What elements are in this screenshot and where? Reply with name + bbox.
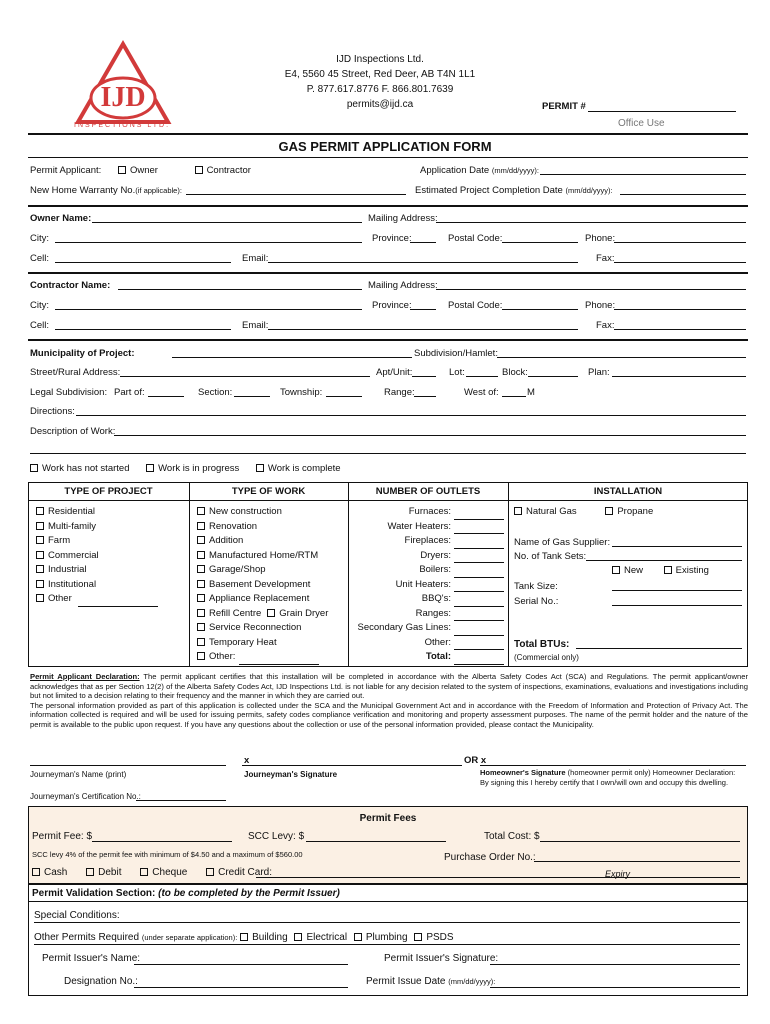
natural-gas-checkbox[interactable] <box>514 507 522 515</box>
expiry-label: Expiry <box>605 869 631 879</box>
designation-field[interactable] <box>134 987 348 988</box>
work-manufactured-home-rtm-item <box>197 549 328 564</box>
outlet-furnaces-field[interactable] <box>454 510 504 520</box>
new-checkbox[interactable] <box>612 566 620 574</box>
owner-label: Owner <box>129 165 158 176</box>
work-manufactured-home-rtm-label: Manufactured Home/RTM <box>209 549 319 561</box>
apt-field[interactable] <box>412 376 436 377</box>
form-title: GAS PERMIT APPLICATION FORM <box>278 139 492 154</box>
designation-label: Designation No.: <box>64 976 138 987</box>
electrical-label: Electrical <box>306 932 348 943</box>
propane-label: Propane <box>617 506 654 517</box>
outlet-dryers-label: Dryers: <box>420 549 451 561</box>
project-commercial-checkbox[interactable] <box>36 551 44 559</box>
legal-subdivision-label: Legal Subdivision: <box>30 387 108 398</box>
permit-applicant-label: Permit Applicant: <box>30 165 102 176</box>
commercial-only-note: (Commercial only) <box>514 653 579 662</box>
in-progress-label: Work is in progress <box>158 463 240 474</box>
project-farm-item <box>36 534 158 549</box>
owner-name-field[interactable] <box>92 222 362 223</box>
directions-field[interactable] <box>76 415 746 416</box>
owner-fax-field[interactable] <box>614 262 746 263</box>
outlet-total-label: Total: <box>425 651 451 662</box>
credit-card-label: Credit Card: <box>218 867 272 878</box>
declaration-title: Permit Applicant Declaration: <box>30 672 140 681</box>
street-label: Street/Rural Address: <box>30 367 121 378</box>
work-service-reconnection-label: Service Reconnection <box>209 622 302 633</box>
owner-phone-field[interactable] <box>614 242 746 243</box>
in-progress-checkbox[interactable] <box>146 464 154 472</box>
work-addition-label: Addition <box>209 535 244 546</box>
permit-fees-title: Permit Fees <box>359 813 417 824</box>
cash-label: Cash <box>44 867 68 878</box>
owner-mailing-field[interactable] <box>436 222 746 223</box>
contractor-name-label: Contractor Name: <box>30 280 111 291</box>
owner-province-field[interactable] <box>410 242 436 243</box>
contractor-name-field[interactable] <box>118 289 362 290</box>
contractor-fax-label: Fax: <box>596 320 615 331</box>
contractor-fax-field[interactable] <box>614 329 746 330</box>
contractor-city-field[interactable] <box>55 309 362 310</box>
contractor-province-field[interactable] <box>410 309 436 310</box>
street-field[interactable] <box>120 376 370 377</box>
contractor-label: Contractor <box>206 165 251 176</box>
contractor-email-label: Email: <box>242 320 269 331</box>
contractor-cell-field[interactable] <box>55 329 231 330</box>
contractor-checkbox[interactable] <box>195 166 203 174</box>
project-multi-family-label: Multi-family <box>48 520 97 532</box>
work-type-list <box>197 505 328 665</box>
outlet-unit-heaters-row <box>352 578 504 593</box>
project-other-field[interactable] <box>78 597 158 607</box>
work-basement-development-item <box>197 578 328 593</box>
part-of-label: Part of: <box>114 387 145 398</box>
type-of-work-header: TYPE OF WORK <box>231 486 306 497</box>
journeyman-x: x <box>244 755 250 766</box>
project-multi-family-item <box>36 520 158 535</box>
work-appliance-replacement-label: Appliance Replacement <box>209 593 310 604</box>
project-commercial-label: Commercial <box>48 549 99 561</box>
work-refill-centre-checkbox[interactable] <box>197 609 205 617</box>
number-of-outlets-header: NUMBER OF OUTLETS <box>375 486 481 497</box>
work-new-construction-label: New construction <box>209 506 282 517</box>
outlet-fireplaces-row <box>352 534 504 549</box>
project-institutional-label: Institutional <box>48 578 97 590</box>
tank-size-label: Tank Size: <box>514 581 558 592</box>
contractor-mailing-label: Mailing Address: <box>368 280 438 291</box>
plan-field[interactable] <box>612 376 746 377</box>
cert-no-label: Journeyman's Certification No.: <box>30 792 141 801</box>
issue-date-label: Permit Issue Date <box>366 976 446 987</box>
homeowner-signature-field[interactable] <box>480 765 746 766</box>
work-basement-development-label: Basement Development <box>209 578 311 590</box>
company-email: permits@ijd.ca <box>346 99 414 110</box>
work-renovation-checkbox[interactable] <box>197 522 205 530</box>
credit-card-field[interactable] <box>256 877 740 878</box>
complete-checkbox[interactable] <box>256 464 264 472</box>
outlet-total-row <box>352 650 504 665</box>
owner-postal-field[interactable] <box>502 242 578 243</box>
project-industrial-item <box>36 563 158 578</box>
outlet-other-row <box>352 636 504 651</box>
outlet-furnaces-row <box>352 505 504 520</box>
project-other-item <box>36 592 158 607</box>
logo-subtitle: INSPECTIONS LTD. <box>74 122 171 129</box>
project-industrial-checkbox[interactable] <box>36 565 44 573</box>
psds-checkbox[interactable] <box>414 933 422 941</box>
municipality-field[interactable] <box>172 357 412 358</box>
company-name: IJD Inspections Ltd. <box>336 54 424 65</box>
issuer-signature-field[interactable] <box>490 964 740 965</box>
homeowner-signature-label: Homeowner's Signature <box>480 768 566 777</box>
special-conditions-field[interactable] <box>34 922 740 923</box>
contractor-mailing-field[interactable] <box>436 289 746 290</box>
owner-province-label: Province: <box>372 233 412 244</box>
completion-date-format: (mm/dd/yyyy): <box>565 186 613 195</box>
owner-name-label: Owner Name: <box>30 213 92 224</box>
completion-date-label: Estimated Project Completion Date <box>415 185 563 196</box>
owner-city-label: City: <box>30 233 49 244</box>
project-institutional-checkbox[interactable] <box>36 580 44 588</box>
complete-label: Work is complete <box>267 463 341 474</box>
building-label: Building <box>252 932 288 943</box>
not-started-label: Work has not started <box>42 463 130 474</box>
work-grain-dryer-checkbox[interactable] <box>267 609 275 617</box>
tank-sets-field[interactable] <box>586 560 742 561</box>
debit-checkbox[interactable] <box>86 868 94 876</box>
propane-checkbox[interactable] <box>605 507 613 515</box>
project-other-checkbox[interactable] <box>36 594 44 602</box>
outlet-secondary-gas-lines-label: Secondary Gas Lines: <box>357 622 451 633</box>
work-garage-shop-label: Garage/Shop <box>209 564 266 575</box>
warranty-label: New Home Warranty No. <box>30 185 136 196</box>
permit-fee-field[interactable] <box>92 841 232 842</box>
logo-text: IJD <box>100 82 146 113</box>
total-cost-field[interactable] <box>540 841 740 842</box>
outlets-list <box>352 505 504 665</box>
electrical-checkbox[interactable] <box>294 933 302 941</box>
contractor-postal-label: Postal Code: <box>448 300 503 311</box>
project-farm-label: Farm <box>48 535 71 546</box>
contractor-province-label: Province: <box>372 300 412 311</box>
project-farm-checkbox[interactable] <box>36 536 44 544</box>
outlet-fireplaces-field[interactable] <box>454 539 504 549</box>
contractor-email-field[interactable] <box>268 329 578 330</box>
section-field[interactable] <box>234 396 270 397</box>
description-field-2[interactable] <box>30 453 746 454</box>
range-field[interactable] <box>414 396 436 397</box>
scc-levy-label: SCC Levy: $ <box>248 831 305 842</box>
contractor-city-label: City: <box>30 300 49 311</box>
privacy-text: The personal information provided as part of this application is collected under the SCA and the Municipal Government Act and in accordance with the Freedom of Information and Protection of Privacy Act. The information collected is required and will be used for issuing permits, safety codes compliance verification and monitoring and property assessment purposes. The name of the permit holder and the nature of the permit is available to the public upon request. If you have any questions about the collection or use of the personal information provided, please contact the Municipality. <box>30 700 748 729</box>
work-addition-item <box>197 534 328 549</box>
permit-fee-label: Permit Fee: $ <box>32 831 93 842</box>
plumbing-label: Plumbing <box>365 932 408 943</box>
existing-label: Existing <box>675 565 709 576</box>
work-new-construction-checkbox[interactable] <box>197 507 205 515</box>
work-basement-development-checkbox[interactable] <box>197 580 205 588</box>
work-addition-checkbox[interactable] <box>197 536 205 544</box>
debit-label: Debit <box>98 867 122 878</box>
owner-mailing-label: Mailing Address: <box>368 213 438 224</box>
owner-postal-label: Postal Code: <box>448 233 503 244</box>
contractor-phone-label: Phone: <box>585 300 616 311</box>
outlet-bbq-s-field[interactable] <box>454 597 504 607</box>
new-label: New <box>624 565 644 576</box>
credit-card-checkbox[interactable] <box>206 868 214 876</box>
owner-cell-field[interactable] <box>55 262 231 263</box>
total-btus-field[interactable] <box>576 648 742 649</box>
journeyman-name-label: Journeyman's Name (print) <box>30 770 127 779</box>
outlet-total-field[interactable] <box>454 655 504 665</box>
cheque-label: Cheque <box>152 867 188 878</box>
application-date-field[interactable] <box>540 174 746 175</box>
work-new-construction-item <box>197 505 328 520</box>
validation-subtitle: (to be completed by the Permit Issuer) <box>158 888 340 899</box>
journeyman-signature-label: Journeyman's Signature <box>244 770 338 779</box>
homeowner-x: OR x <box>464 755 487 766</box>
outlet-furnaces-label: Furnaces: <box>408 506 451 517</box>
block-label: Block: <box>502 367 528 378</box>
township-field[interactable] <box>326 396 362 397</box>
validation-title: Permit Validation Section: <box>32 888 156 899</box>
lot-label: Lot: <box>449 367 465 378</box>
work-temporary-heat-label: Temporary Heat <box>209 636 277 648</box>
work-temporary-heat-item <box>197 636 328 651</box>
municipality-label: Municipality of Project: <box>30 348 135 359</box>
subdivision-field[interactable] <box>497 357 746 358</box>
issuer-signature-label: Permit Issuer's Signature: <box>384 953 499 964</box>
outlet-boilers-field[interactable] <box>454 568 504 578</box>
project-residential-label: Residential <box>48 506 95 517</box>
building-checkbox[interactable] <box>240 933 248 941</box>
tank-sets-label: No. of Tank Sets: <box>514 551 587 562</box>
tank-size-field[interactable] <box>612 590 742 591</box>
range-label: Range: <box>384 387 415 398</box>
project-residential-item <box>36 505 158 520</box>
work-manufactured-home-rtm-checkbox[interactable] <box>197 551 205 559</box>
outlet-water-heaters-field[interactable] <box>454 524 504 534</box>
outlet-water-heaters-label: Water Heaters: <box>387 520 451 532</box>
directions-label: Directions: <box>30 406 75 417</box>
journeyman-signature-field[interactable] <box>242 765 462 766</box>
project-other-label: Other <box>48 593 72 604</box>
permit-number-label: PERMIT # <box>542 101 586 112</box>
gas-supplier-field[interactable] <box>612 546 742 547</box>
completion-date-field[interactable] <box>620 194 746 195</box>
total-cost-label: Total Cost: $ <box>484 831 540 842</box>
permit-number-field[interactable] <box>588 102 736 112</box>
outlet-unit-heaters-label: Unit Heaters: <box>395 578 451 590</box>
company-address: E4, 5560 45 Street, Red Deer, AB T4N 1L1 <box>284 69 476 80</box>
plan-label: Plan: <box>588 367 610 378</box>
work-other-label: Other: <box>209 651 236 662</box>
work-service-reconnection-checkbox[interactable] <box>197 623 205 631</box>
outlet-bbq-s-row <box>352 592 504 607</box>
issuer-name-field[interactable] <box>134 964 348 965</box>
work-refill-centre-label: Refill Centre <box>209 607 262 619</box>
outlet-ranges-row <box>352 607 504 622</box>
outlet-dryers-row <box>352 549 504 564</box>
owner-email-field[interactable] <box>268 262 578 263</box>
work-renovation-item <box>197 520 328 535</box>
psds-label: PSDS <box>426 932 454 943</box>
plumbing-checkbox[interactable] <box>354 933 362 941</box>
contractor-phone-field[interactable] <box>614 309 746 310</box>
declaration-text: The permit applicant certifies that this installation will be completed in accordance with the Alberta Safety Codes Act (SCA) and Regulations. The permit applicant/owner acknowledges that as per Section 12(2) of the Alberta Safety Codes Act, IJD Inspections Ltd. is not liable for any decision related to the system of inspections, examinations, evaluations and investigations including but not limited to a decision relating to their frequency and the manner in which they are carried out. <box>30 672 748 701</box>
apt-label: Apt/Unit: <box>376 367 413 378</box>
owner-phone-label: Phone: <box>585 233 616 244</box>
company-phones: P. 877.617.8776 F. 866.801.7639 <box>306 84 454 95</box>
outlet-secondary-gas-lines-field[interactable] <box>454 626 504 636</box>
work-garage-shop-checkbox[interactable] <box>197 565 205 573</box>
installation-header: INSTALLATION <box>593 486 663 497</box>
outlet-other-label: Other: <box>424 636 451 648</box>
cash-checkbox[interactable] <box>32 868 40 876</box>
other-permits-field[interactable] <box>34 944 740 945</box>
project-residential-checkbox[interactable] <box>36 507 44 515</box>
description-field[interactable] <box>114 435 746 436</box>
owner-email-label: Email: <box>242 253 269 264</box>
project-institutional-item <box>36 578 158 593</box>
serial-label: Serial No.: <box>514 596 559 607</box>
west-of-field[interactable] <box>502 396 526 397</box>
application-date-label: Application Date <box>420 165 490 176</box>
work-grain-dryer-label: Grain Dryer <box>279 607 329 619</box>
section-label: Section: <box>198 387 233 398</box>
lot-field[interactable] <box>466 376 498 377</box>
meridian-label: M <box>527 387 535 398</box>
serial-field[interactable] <box>612 605 742 606</box>
outlet-boilers-label: Boilers: <box>419 564 451 575</box>
po-field[interactable] <box>534 861 740 862</box>
outlet-boilers-row <box>352 563 504 578</box>
journeyman-name-field[interactable] <box>30 765 226 766</box>
project-commercial-item <box>36 549 158 564</box>
contractor-cell-label: Cell: <box>30 320 50 331</box>
outlet-unit-heaters-field[interactable] <box>454 582 504 592</box>
not-started-checkbox[interactable] <box>30 464 38 472</box>
project-industrial-label: Industrial <box>48 564 87 575</box>
project-multi-family-checkbox[interactable] <box>36 522 44 530</box>
work-service-reconnection-item <box>197 621 328 636</box>
cert-no-field[interactable] <box>136 800 226 801</box>
outlet-dryers-field[interactable] <box>454 553 504 563</box>
work-other-item <box>197 650 328 665</box>
outlet-ranges-label: Ranges: <box>415 607 451 619</box>
township-label: Township: <box>280 387 323 398</box>
west-of-label: West of: <box>464 387 499 398</box>
work-garage-shop-item <box>197 563 328 578</box>
outlet-other-field[interactable] <box>454 640 504 650</box>
issue-date-field[interactable] <box>490 987 740 988</box>
subdivision-label: Subdivision/Hamlet: <box>414 348 498 359</box>
natural-gas-label: Natural Gas <box>526 506 577 517</box>
work-other-checkbox[interactable] <box>197 652 205 660</box>
issuer-name-label: Permit Issuer's Name: <box>42 953 141 964</box>
block-field[interactable] <box>528 376 578 377</box>
existing-checkbox[interactable] <box>664 566 672 574</box>
homeowner-declaration: (homeowner permit only) Homeowner Declaration: By signing this I hereby certify that I own/will own and occupy this dwelling. <box>480 768 736 787</box>
cheque-checkbox[interactable] <box>140 868 148 876</box>
owner-city-field[interactable] <box>55 242 362 243</box>
warranty-note: (if applicable): <box>135 186 182 195</box>
contractor-postal-field[interactable] <box>502 309 578 310</box>
part-of-field[interactable] <box>148 396 184 397</box>
work-temporary-heat-checkbox[interactable] <box>197 638 205 646</box>
total-btus-label: Total BTUs: <box>514 639 570 650</box>
type-of-project-header: TYPE OF PROJECT <box>64 486 153 497</box>
outlet-secondary-gas-lines-row <box>352 621 504 636</box>
scc-levy-field[interactable] <box>306 841 446 842</box>
issue-date-format: (mm/dd/yyyy): <box>448 977 496 986</box>
work-renovation-label: Renovation <box>209 520 258 532</box>
scc-note: SCC levy 4% of the permit fee with minimum of $4.50 and a maximum of $560.00 <box>32 850 303 859</box>
work-refill-centre-item <box>197 607 328 622</box>
company-logo <box>68 38 178 134</box>
po-label: Purchase Order No.: <box>444 852 536 863</box>
outlet-water-heaters-row <box>352 520 504 535</box>
office-use-label: Office Use <box>618 118 665 129</box>
outlet-bbq-s-label: BBQ's: <box>421 593 451 604</box>
other-permits-note: (under separate application): <box>141 933 238 942</box>
owner-cell-label: Cell: <box>30 253 50 264</box>
work-appliance-replacement-item <box>197 592 328 607</box>
work-other-field[interactable] <box>239 655 319 665</box>
application-date-format: (mm/dd/yyyy): <box>491 166 539 175</box>
warranty-field[interactable] <box>186 194 406 195</box>
special-conditions-label: Special Conditions: <box>34 910 120 921</box>
description-label: Description of Work: <box>30 426 116 437</box>
other-permits-label: Other Permits Required <box>34 932 140 943</box>
project-type-list <box>36 505 158 607</box>
work-appliance-replacement-checkbox[interactable] <box>197 594 205 602</box>
owner-fax-label: Fax: <box>596 253 615 264</box>
outlet-ranges-field[interactable] <box>454 611 504 621</box>
gas-supplier-label: Name of Gas Supplier: <box>514 537 611 548</box>
owner-checkbox[interactable] <box>118 166 126 174</box>
outlet-fireplaces-label: Fireplaces: <box>404 535 451 546</box>
